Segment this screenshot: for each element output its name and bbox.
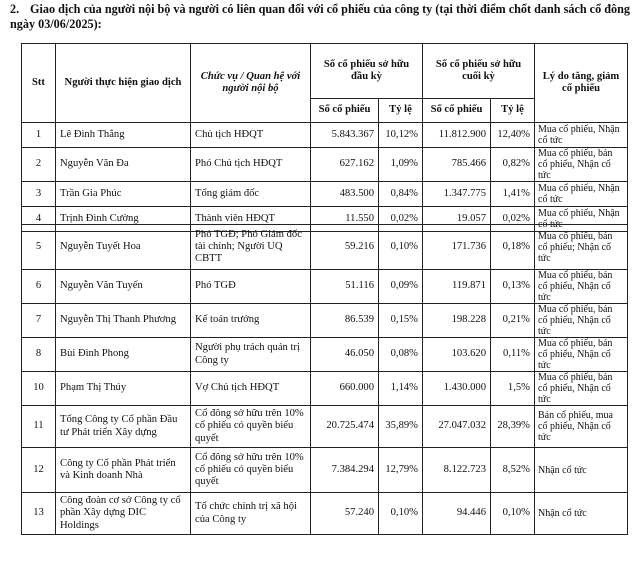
start-ratio-cell: 0,84% <box>379 182 423 207</box>
stt-cell: 3 <box>22 182 56 207</box>
start-shares-cell: 46.050 <box>311 338 379 372</box>
position-cell: Người phụ trách quản trị Công ty <box>191 338 311 372</box>
start-shares-cell: 11.550 <box>311 207 379 232</box>
start-ratio-cell: 0,15% <box>379 304 423 338</box>
end-shares-cell: 119.871 <box>423 270 491 304</box>
end-ratio-cell: 1,41% <box>491 182 535 207</box>
reason-cell: Bán cổ phiếu, mua cổ phiếu, Nhận cổ tức <box>535 406 628 448</box>
end-shares-cell: 1.430.000 <box>423 372 491 406</box>
header-start-group: Số cổ phiếu sở hữu đầu kỳ <box>311 44 423 99</box>
start-shares-cell: 483.500 <box>311 182 379 207</box>
start-ratio-cell: 10,12% <box>379 123 423 148</box>
reason-cell: Mua cổ phiếu, bán cổ phiếu; Nhận cổ tức <box>535 225 628 270</box>
table-row <box>22 148 628 182</box>
start-ratio-cell: 12,79% <box>379 448 423 493</box>
table-row <box>22 270 628 304</box>
start-shares-cell: 59.216 <box>311 225 379 270</box>
start-shares-cell: 5.843.367 <box>311 123 379 148</box>
end-ratio-cell: 12,40% <box>491 123 535 148</box>
start-ratio-cell: 0,10% <box>379 225 423 270</box>
end-shares-cell: 19.057 <box>423 207 491 232</box>
start-ratio-cell: 0,09% <box>379 270 423 304</box>
stt-cell: 13 <box>22 493 56 535</box>
position-cell: Thành viên HĐQT <box>191 207 311 232</box>
start-shares-cell: 86.539 <box>311 304 379 338</box>
reason-cell: Mua cổ phiếu, bán cổ phiếu, Nhận cổ tức <box>535 270 628 304</box>
start-ratio-cell: 0,02% <box>379 207 423 232</box>
position-cell: Phó Chủ tịch HĐQT <box>191 148 311 182</box>
position-cell: Phó TGĐ <box>191 270 311 304</box>
end-shares-cell: 27.047.032 <box>423 406 491 448</box>
reason-cell: Mua cổ phiếu, bán cổ phiếu, Nhận cổ tức <box>535 338 628 372</box>
header-stt: Stt <box>22 44 56 123</box>
reason-cell: Mua cổ phiếu, Nhận cổ tức <box>535 123 628 148</box>
stt-cell: 10 <box>22 372 56 406</box>
section-heading <box>10 2 634 32</box>
person-cell: Nguyễn Thị Thanh Phương <box>56 304 191 338</box>
start-shares-cell: 660.000 <box>311 372 379 406</box>
end-ratio-cell: 0,82% <box>491 148 535 182</box>
end-ratio-cell: 0,21% <box>491 304 535 338</box>
position-cell: Tổ chức chính trị xã hội của Công ty <box>191 493 311 535</box>
end-ratio-cell: 0,11% <box>491 338 535 372</box>
table-row <box>22 448 628 493</box>
stt-cell: 11 <box>22 406 56 448</box>
end-ratio-cell: 0,10% <box>491 493 535 535</box>
person-cell: Nguyễn Văn Tuyến <box>56 270 191 304</box>
person-cell: Tổng Công ty Cổ phần Đầu tư Phát triển Xây dựng <box>56 406 191 448</box>
end-shares-cell: 198.228 <box>423 304 491 338</box>
person-cell: Trịnh Đình Cường <box>56 207 191 232</box>
table-row <box>22 406 628 448</box>
person-cell: Phạm Thị Thúy <box>56 372 191 406</box>
start-ratio-cell: 1,14% <box>379 372 423 406</box>
start-shares-cell: 51.116 <box>311 270 379 304</box>
person-cell: Nguyễn Tuyết Hoa <box>56 225 191 270</box>
stt-cell: 6 <box>22 270 56 304</box>
reason-cell: Mua cổ phiếu, Nhận cổ tức <box>535 182 628 207</box>
header-end-ratio: Tỷ lệ <box>491 99 535 123</box>
start-ratio-cell: 35,89% <box>379 406 423 448</box>
end-shares-cell: 94.446 <box>423 493 491 535</box>
reason-cell: Mua cổ phiếu, bán cổ phiếu, Nhận cổ tức <box>535 372 628 406</box>
end-shares-cell: 1.347.775 <box>423 182 491 207</box>
position-cell: Tổng giám đốc <box>191 182 311 207</box>
section-number: 2. <box>10 2 20 16</box>
position-cell: Cổ đông sở hữu trên 10% cổ phiếu có quyền biểu quyết <box>191 448 311 493</box>
start-ratio-cell: 1,09% <box>379 148 423 182</box>
stt-cell: 4 <box>22 207 56 232</box>
table-row <box>22 493 628 535</box>
end-ratio-cell: 8,52% <box>491 448 535 493</box>
table-row <box>22 225 628 270</box>
header-end-shares: Số cổ phiếu <box>423 99 491 123</box>
header-person: Người thực hiện giao dịch <box>56 44 191 123</box>
person-cell: Lê Đình Thắng <box>56 123 191 148</box>
start-ratio-cell: 0,10% <box>379 493 423 535</box>
end-ratio-cell: 0,13% <box>491 270 535 304</box>
table-row <box>22 338 628 372</box>
person-cell: Nguyễn Văn Đa <box>56 148 191 182</box>
header-reason: Lý do tăng, giảm cổ phiếu <box>535 44 628 123</box>
end-shares-cell: 11.812.900 <box>423 123 491 148</box>
table-row <box>22 123 628 148</box>
table-row <box>22 372 628 406</box>
start-shares-cell: 20.725.474 <box>311 406 379 448</box>
end-shares-cell: 785.466 <box>423 148 491 182</box>
stt-cell: 5 <box>22 225 56 270</box>
section-title: Giao dịch của người nội bộ và người có liên quan đối với cổ phiếu của công ty (tại thời điểm chốt danh sách cổ đông ngày 03/06/2025): <box>10 2 630 31</box>
insider-transactions-table-bottom <box>21 224 628 535</box>
end-ratio-cell: 28,39% <box>491 406 535 448</box>
stt-cell: 12 <box>22 448 56 493</box>
reason-cell: Mua cổ phiếu, Nhận cổ tức <box>535 207 628 232</box>
header-end-group: Số cổ phiếu sở hữu cuối kỳ <box>423 44 535 99</box>
end-ratio-cell: 1,5% <box>491 372 535 406</box>
position-cell: Kế toán trưởng <box>191 304 311 338</box>
table-row <box>22 182 628 207</box>
start-shares-cell: 627.162 <box>311 148 379 182</box>
end-shares-cell: 8.122.723 <box>423 448 491 493</box>
table-row <box>22 304 628 338</box>
start-ratio-cell: 0,08% <box>379 338 423 372</box>
position-cell: Vợ Chủ tịch HĐQT <box>191 372 311 406</box>
position-cell: Cổ đông sở hữu trên 10% cổ phiếu có quyền biểu quyết <box>191 406 311 448</box>
stt-cell: 1 <box>22 123 56 148</box>
person-cell: Công đoàn cơ sở Công ty cổ phần Xây dựng DIC Holdings <box>56 493 191 535</box>
position-cell: Chủ tịch HĐQT <box>191 123 311 148</box>
position-cell: Phó TGĐ; Phó Giám đốc tài chính; Người UQ CBTT <box>191 225 311 270</box>
person-cell: Công ty Cổ phần Phát triển và Kinh doanh Nhà <box>56 448 191 493</box>
header-position: Chức vụ / Quan hệ với người nội bộ <box>191 44 311 123</box>
header-start-shares: Số cổ phiếu <box>311 99 379 123</box>
reason-cell: Nhận cổ tức <box>535 493 628 535</box>
stt-cell: 8 <box>22 338 56 372</box>
header-start-ratio: Tỷ lệ <box>379 99 423 123</box>
start-shares-cell: 7.384.294 <box>311 448 379 493</box>
reason-cell: Nhận cổ tức <box>535 448 628 493</box>
person-cell: Bùi Đình Phong <box>56 338 191 372</box>
insider-transactions-table-top <box>21 43 628 232</box>
person-cell: Trần Gia Phúc <box>56 182 191 207</box>
end-shares-cell: 171.736 <box>423 225 491 270</box>
end-ratio-cell: 0,02% <box>491 207 535 232</box>
start-shares-cell: 57.240 <box>311 493 379 535</box>
stt-cell: 7 <box>22 304 56 338</box>
reason-cell: Mua cổ phiếu, bán cổ phiếu, Nhận cổ tức <box>535 304 628 338</box>
reason-cell: Mua cổ phiếu, bán cổ phiếu, Nhận cổ tức <box>535 148 628 182</box>
end-shares-cell: 103.620 <box>423 338 491 372</box>
end-ratio-cell: 0,18% <box>491 225 535 270</box>
stt-cell: 2 <box>22 148 56 182</box>
